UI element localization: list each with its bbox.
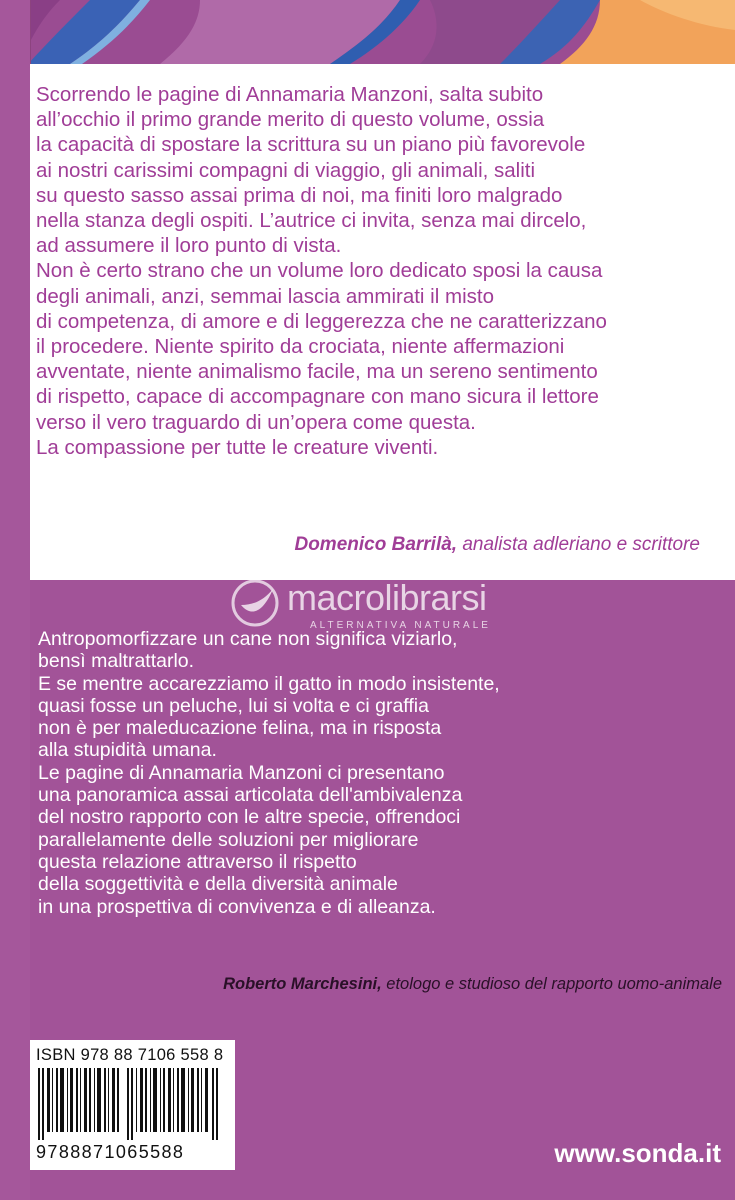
leaf-logo-icon xyxy=(223,575,287,627)
review-paragraph-1: Scorrendo le pagine di Annamaria Manzoni, salta subito all’occhio il primo grande merito di questo volume, ossia la capacità di spostare la scrittura su un piano più favorevole ai nostri carissimi compagni di viaggio, gli animali, saliti su questo sasso assai prima di noi, ma finiti loro malgrado nella stanza degli ospiti. L’autrice ci invita, senza mai dircelo, ad assumere il loro punto di vista. Non è certo strano che un volume loro dedicato sposi la causa degli animali, anzi, semmai lascia ammirati il misto di competenza, di amore e di leggerezza che ne caratterizzano il procedere. Niente spirito da crociata, niente affermazioni avventate, niente animalismo facile, ma un sereno sentimento di rispetto, capace di accompagnare con mano sicura il lettore verso il vero traguardo di un’opera come questa. La compassione per tutte le creature viventi. xyxy=(36,83,607,459)
review-text-2 xyxy=(38,628,698,918)
review-paragraph-2: Antropomorfizzare un cane non significa viziarlo, bensì maltrattarlo. E se mentre accarezziamo il gatto in modo insistente, quasi fosse un peluche, lui si volta e ci graffia non è per maleducazione felina, ma in risposta alla stupidità umana. Le pagine di Annamaria Manzoni ci presentano una panoramica assai articolata dell'ambivalenza del nostro rapporto con le altre specie, offrendoci parallelamente delle soluzioni per migliorare questa relazione attraverso il rispetto della soggettività e della diversità animale in una prospettiva di convivenza e di alleanza. xyxy=(38,628,500,918)
review-attribution-1 xyxy=(30,534,700,556)
barcode-graphic xyxy=(36,1068,228,1140)
review-author-role-1: analista adleriano e scrittore xyxy=(457,534,700,555)
decorative-top-strip xyxy=(0,0,735,64)
wave-pattern-graphic xyxy=(0,0,735,64)
barcode-number: 9788871065588 xyxy=(36,1142,185,1162)
publisher-website: www.sonda.it xyxy=(554,1138,721,1168)
watermark-tagline: ALTERNATIVA NATURALE xyxy=(310,620,491,631)
review-text-1 xyxy=(36,82,716,460)
watermark-name: macrolibrarsi xyxy=(287,577,487,618)
review-author-1: Domenico Barrilà, xyxy=(294,534,458,555)
review-attribution-2 xyxy=(30,975,722,994)
review-author-2: Roberto Marchesini, xyxy=(223,975,382,993)
isbn-label: ISBN 978 88 7106 558 8 xyxy=(36,1046,224,1064)
cover-left-edge xyxy=(0,0,31,1200)
review-author-role-2: etologo e studioso del rapporto uomo-animale xyxy=(381,975,722,993)
